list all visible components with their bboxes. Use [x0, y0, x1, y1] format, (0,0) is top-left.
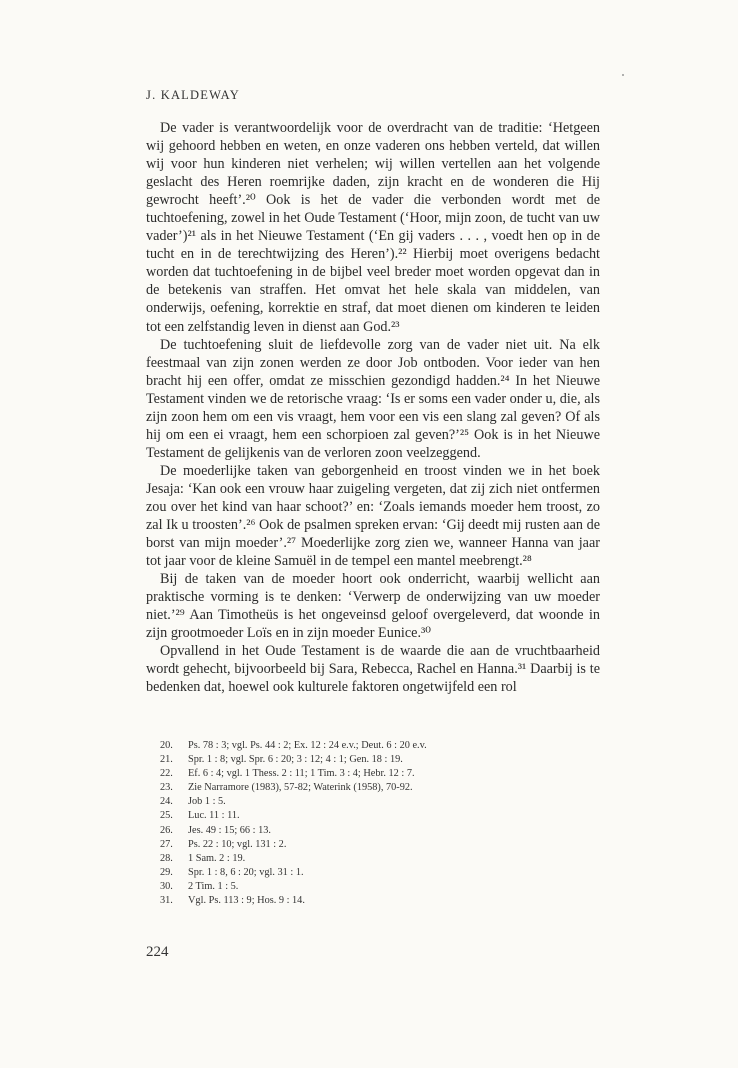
running-head: J. KALDEWAY [146, 88, 240, 102]
footnote [160, 894, 600, 908]
footnote [160, 795, 600, 809]
footnote [160, 866, 600, 880]
footnote-number: 20. [160, 740, 173, 751]
footnote [160, 880, 600, 894]
footnote-number: 24. [160, 796, 173, 808]
paragraph: Bij de taken van de moeder hoort ook onderricht, waarbij wellicht aan praktische vorming is te denken: ‘Verwerp de onderwijzing van uw moeder niet.’²⁹ Aan Timotheüs is het ongeveinsd geloof overgeleverd, dat woonde in zijn grootmoeder Loïs en in zijn moeder Eunice.³⁰ [146, 571, 600, 642]
page-number: 224 [146, 944, 169, 960]
footnote [160, 739, 600, 753]
footnote-text: 2 Tim. 1 : 5. [188, 880, 239, 892]
footnote [160, 838, 600, 852]
footnote-number: 22. [160, 768, 173, 780]
footnote-text: Zie Narramore (1983), 57-82; Waterink (1958), 70-92. [188, 782, 413, 794]
footnote-number: 27. [160, 838, 173, 850]
footnote-text: Ef. 6 : 4; vgl. 1 Thess. 2 : 11; 1 Tim. 3 : 4; Hebr. 12 : 7. [188, 768, 415, 780]
footnote-text: Job 1 : 5. [188, 796, 226, 808]
footnote-text: Ps. 22 : 10; vgl. 131 : 2. [188, 838, 287, 850]
footnote-number: 21. [160, 754, 173, 766]
footnote-text: Ps. 78 : 3; vgl. Ps. 44 : 2; Ex. 12 : 24 e.v.; Deut. 6 : 20 e.v. [188, 740, 427, 751]
footnote-number: 28. [160, 852, 173, 864]
footnote [160, 753, 600, 767]
footnote [160, 809, 600, 823]
footnote-number: 23. [160, 782, 173, 794]
body-text [146, 119, 600, 697]
footnote-number: 29. [160, 866, 173, 878]
paragraph: De tuchtoefening sluit de liefdevolle zorg van de vader niet uit. Na elk feestmaal van zijn zonen werden ze door Job ontboden. Voor ieder van hen bracht hij een offer, omdat ze misschien gezondigd hadden.²⁴ In het Nieuwe Testament vinden we de retorische vraag: ‘Is er soms een vader onder u, die, als zijn zoon hem om een vis vraagt, hem voor een vis een slang zal geven? Of als hij om een ei vraagt, hem een schorpioen zal geven?’²⁵ Ook is in het Nieuwe Testament de gelijkenis van de verloren zoon veelzeggend. [146, 336, 600, 461]
footnote [160, 767, 600, 781]
paragraph: De vader is verantwoordelijk voor de overdracht van de traditie: ‘Hetgeen wij gehoord hebben en weten, en onze vaderen ons hebben verteld, dat willen wij voor hun kinderen niet verhelen; wij willen vertellen aan het volgende geslacht des Heren roemrijke daden, zijn kracht en de wonderen die Hij gewrocht heeft’.²⁰ Ook is het de vader die verbonden wordt met de tuchtoefening, zowel in het Oude Testament (‘Hoor, mijn zoon, de tucht van uw vader’)²¹ als in het Nieuwe Testament (‘En gij vaders . . . , voedt hen op in de tucht en in de terechtwijzing des Heren’).²² Hierbij moet overigens bedacht worden dat tuchtoefening in de bijbel veel breder moet worden opgevat dan in de betekenis van straffen. Het omvat het hele skala van middelen, van onderwijs, oefening, korrektie en straf, dat moet dienen om kinderen te leiden tot een zelfstandig leven in dienst aan God.²³ [146, 120, 600, 335]
footnote-text: 1 Sam. 2 : 19. [188, 852, 246, 864]
paragraph: De moederlijke taken van geborgenheid en troost vinden we in het boek Jesaja: ‘Kan ook een vrouw haar zuigeling vergeten, dat zij zich niet ontfermen zou over het kind van haar schoot?’ en: ‘Zoals iemands moeder hem troost, zo zal Ik u troosten’.²⁶ Ook de psalmen spreken ervan: ‘Gij deedt mij rusten aan de borst van mijn moeder’.²⁷ Moederlijke zorg zien we, wanneer Hanna van jaar tot jaar voor de kleine Samuël in de tempel een mantel meebrengt.²⁸ [146, 462, 600, 570]
footnote [160, 824, 600, 838]
footnote [160, 852, 600, 866]
footnote-text: Spr. 1 : 8, 6 : 20; vgl. 31 : 1. [188, 866, 304, 878]
footnote-number: 31. [160, 895, 173, 907]
footnote [160, 781, 600, 795]
footnote-number: 26. [160, 824, 173, 836]
footnotes [160, 739, 600, 908]
footnote-number: 25. [160, 810, 173, 822]
paragraph: Opvallend in het Oude Testament is de waarde die aan de vruchtbaarheid wordt gehecht, bijvoorbeeld bij Sara, Rebecca, Rachel en Hanna.³¹ Daarbij is te bedenken dat, hoewel ook kulturele faktoren ongetwijfeld een rol [146, 643, 600, 696]
footnote-text: Jes. 49 : 15; 66 : 13. [188, 824, 271, 836]
footnote-number: 30. [160, 880, 173, 892]
footnote-text: Spr. 1 : 8; vgl. Spr. 6 : 20; 3 : 12; 4 : 1; Gen. 18 : 19. [188, 754, 403, 766]
footnote-text: Luc. 11 : 11. [188, 810, 240, 822]
speck [622, 74, 624, 76]
footnote-text: Vgl. Ps. 113 : 9; Hos. 9 : 14. [188, 895, 305, 907]
